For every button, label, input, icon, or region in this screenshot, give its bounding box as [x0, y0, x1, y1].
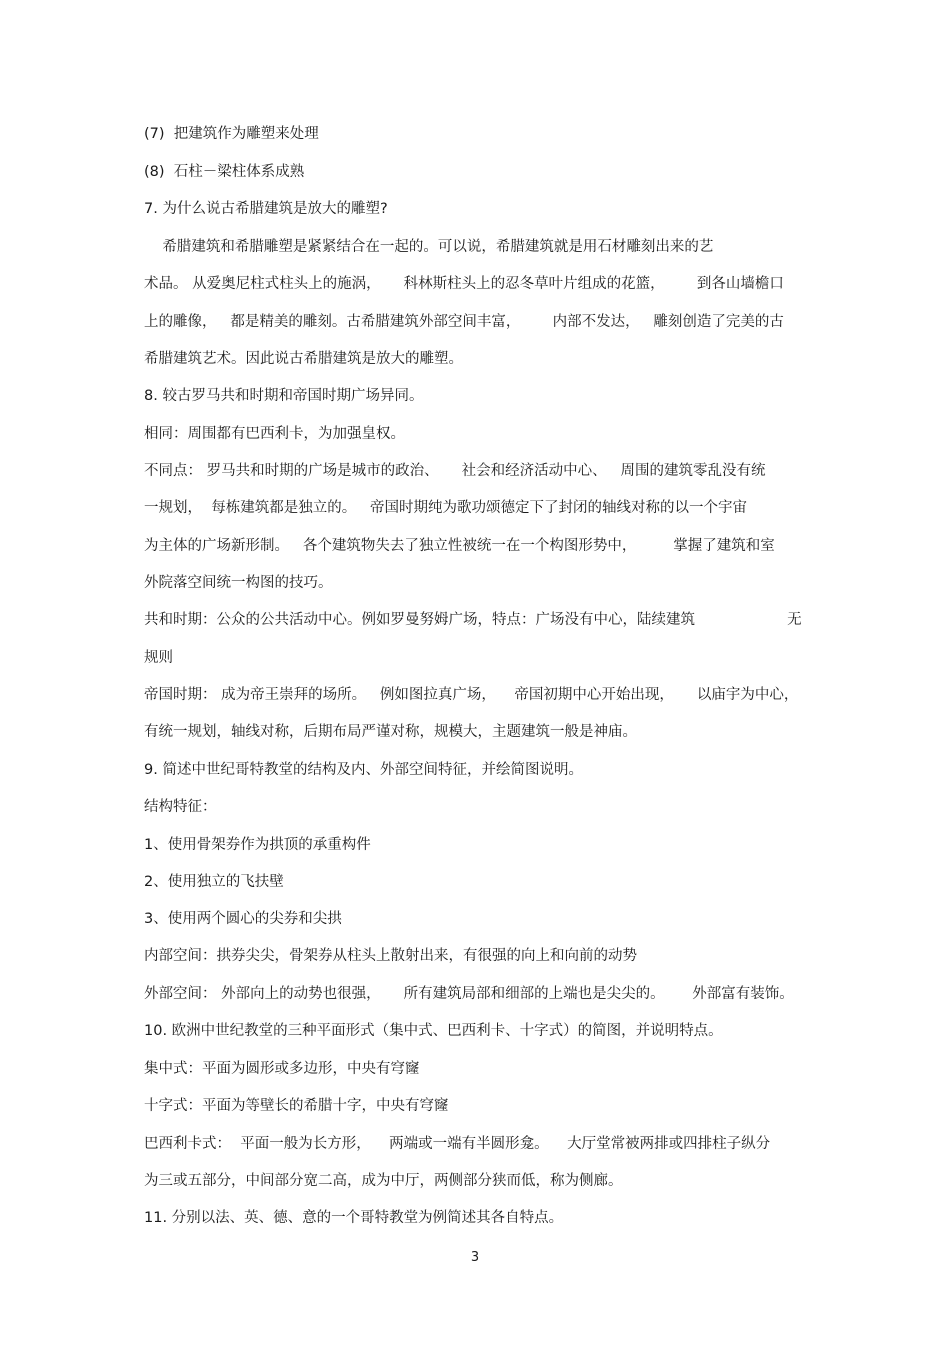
question-heading: 8. 较古罗马共和时期和帝国时期广场异同。: [144, 388, 424, 404]
list-item: 2、使用独立的飞扶壁: [144, 874, 284, 890]
text-line: 上的雕像， 都是精美的雕刻。古希腊建筑外部空间丰富， 内部不发达， 雕刻创造了完美的古: [144, 314, 784, 330]
text-line: 为三或五部分，中间部分宽二高，成为中厅，两侧部分狭而低，称为侧廊。: [144, 1173, 623, 1189]
text-line: 帝国时期： 成为帝王崇拜的场所。 例如图拉真广场， 帝国初期中心开始出现， 以庙宇为中心，: [144, 687, 799, 703]
question-heading: 7. 为什么说古希腊建筑是放大的雕塑?: [144, 201, 388, 217]
text-line: 结构特征：: [144, 799, 217, 815]
list-item: 1、使用骨架券作为拱顶的承重构件: [144, 837, 371, 853]
text-line: 术品。 从爱奥尼柱式柱头上的施涡， 科林斯柱头上的忍冬草叶片组成的花篮， 到各山墙檐口: [144, 276, 784, 292]
text-line: 外院落空间统一构图的技巧。: [144, 575, 333, 591]
text-line: 不同点： 罗马共和时期的广场是城市的政治、 社会和经济活动中心、 周围的建筑零乱没有统: [144, 463, 766, 479]
text-line: 外部空间： 外部向上的动势也很强， 所有建筑局部和细部的上端也是尖尖的。 外部富有装饰。: [144, 986, 794, 1002]
question-heading: 10. 欧洲中世纪教堂的三种平面形式（集中式、巴西利卡、十字式）的简图，并说明特点。: [144, 1023, 723, 1039]
text-line: 巴西利卡式： 平面一般为长方形， 两端或一端有半圆形龛。 大厅堂常被两排或四排柱子纵分: [144, 1136, 771, 1152]
text-line: 内部空间：拱券尖尖，骨架券从柱头上散射出来，有很强的向上和向前的动势: [144, 948, 637, 964]
text-line: 共和时期：公众的公共活动中心。例如罗曼努姆广场，特点：广场没有中心，陆续建筑 无: [144, 612, 802, 628]
list-item: 3、使用两个圆心的尖券和尖拱: [144, 911, 342, 927]
text-line: 集中式：平面为圆形或多边形，中央有穹窿: [144, 1061, 420, 1077]
text-line: (8) 石柱－梁柱体系成熟: [144, 164, 305, 180]
text-line: 十字式：平面为等壁长的希腊十字，中央有穹窿: [144, 1098, 449, 1114]
text-line: 希腊建筑和希腊雕塑是紧紧结合在一起的。可以说，希腊建筑就是用石材雕刻出来的艺: [144, 239, 714, 255]
text-line: 有统一规划，轴线对称，后期布局严谨对称，规模大，主题建筑一般是神庙。: [144, 724, 637, 740]
text-line: (7) 把建筑作为雕塑来处理: [144, 126, 319, 142]
text-line: 规则: [144, 650, 173, 666]
text-line: 希腊建筑艺术。因此说古希腊建筑是放大的雕塑。: [144, 351, 463, 367]
page-number: 3: [470, 1250, 480, 1265]
text-line: 相同：周围都有巴西利卡，为加强皇权。: [144, 426, 405, 442]
question-heading: 11. 分别以法、英、德、意的一个哥特教堂为例简述其各自特点。: [144, 1210, 564, 1226]
question-heading: 9. 简述中世纪哥特教堂的结构及内、外部空间特征，并绘简图说明。: [144, 762, 583, 778]
text-line: 一规划， 每栋建筑都是独立的。 帝国时期纯为歌功颂德定下了封闭的轴线对称的以一个宇宙: [144, 500, 748, 516]
text-line: 为主体的广场新形制。 各个建筑物失去了独立性被统一在一个构图形势中， 掌握了建筑和室: [144, 538, 775, 554]
